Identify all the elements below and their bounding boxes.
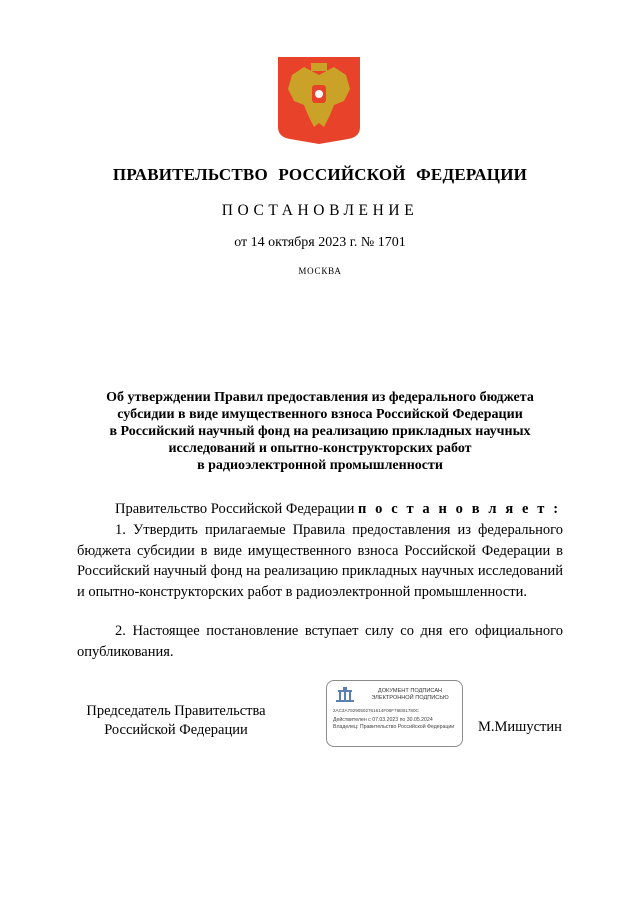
certificate-owner: Владелец: Правительство Российской Федерации xyxy=(333,724,455,730)
document-heading xyxy=(0,389,640,474)
decree-verb: п о с т а н о в л я е т : xyxy=(357,501,561,517)
position-line: Председатель Правительства xyxy=(86,703,266,719)
document-city: МОСКВА xyxy=(298,266,342,276)
position-line: Российской Федерации xyxy=(104,722,248,738)
heading-line: Об утверждении Правил предоставления из федерального бюджета xyxy=(106,390,534,405)
stamp-title-line: ЭЛЕКТРОННОЙ ПОДПИСЬЮ xyxy=(371,695,449,701)
government-building-icon xyxy=(334,687,356,703)
intro-paragraph xyxy=(77,499,563,520)
certificate-number: 2AC3A79290502761614F06F76EB1780C xyxy=(333,708,419,713)
russian-coat-of-arms-icon xyxy=(278,57,360,144)
document-date: от 14 октября 2023 г. № 1701 xyxy=(234,235,406,250)
signatory-name: М.Мишустин xyxy=(478,719,562,735)
intro-text: Правительство Российской Федерации xyxy=(115,501,358,517)
document-type: ПОСТАНОВЛЕНИЕ xyxy=(221,202,419,219)
heading-line: в радиоэлектронной промышленности xyxy=(197,458,443,473)
electronic-signature-stamp xyxy=(326,680,463,747)
certificate-validity: Действителен с 07.03.2023 по 30.05.2024 xyxy=(333,717,433,723)
government-title: ПРАВИТЕЛЬСТВО РОССИЙСКОЙ ФЕДЕРАЦИИ xyxy=(112,165,528,184)
paragraph-2: 2. Настоящее постановление вступает силу со дня его официального опубликования. xyxy=(77,623,563,660)
heading-line: исследований и опытно-конструкторских работ xyxy=(168,441,472,456)
stamp-title-line: ДОКУМЕНТ ПОДПИСАН xyxy=(377,688,443,694)
signatory-position xyxy=(76,702,276,740)
heading-line: субсидии в виде имущественного взноса Российской Федерации xyxy=(117,407,523,422)
heading-line: в Российский научный фонд на реализацию прикладных научных xyxy=(109,424,531,439)
paragraph-1: 1. Утвердить прилагаемые Правила предоставления из федерального бюджета субсидии в виде имущественного взноса Российской Федерации в Российский научный фонд на реализацию прикладных научных исследований и опытно-конструкторских работ в радиоэлектронной промышленности. xyxy=(77,522,563,601)
stamp-title xyxy=(360,688,460,702)
